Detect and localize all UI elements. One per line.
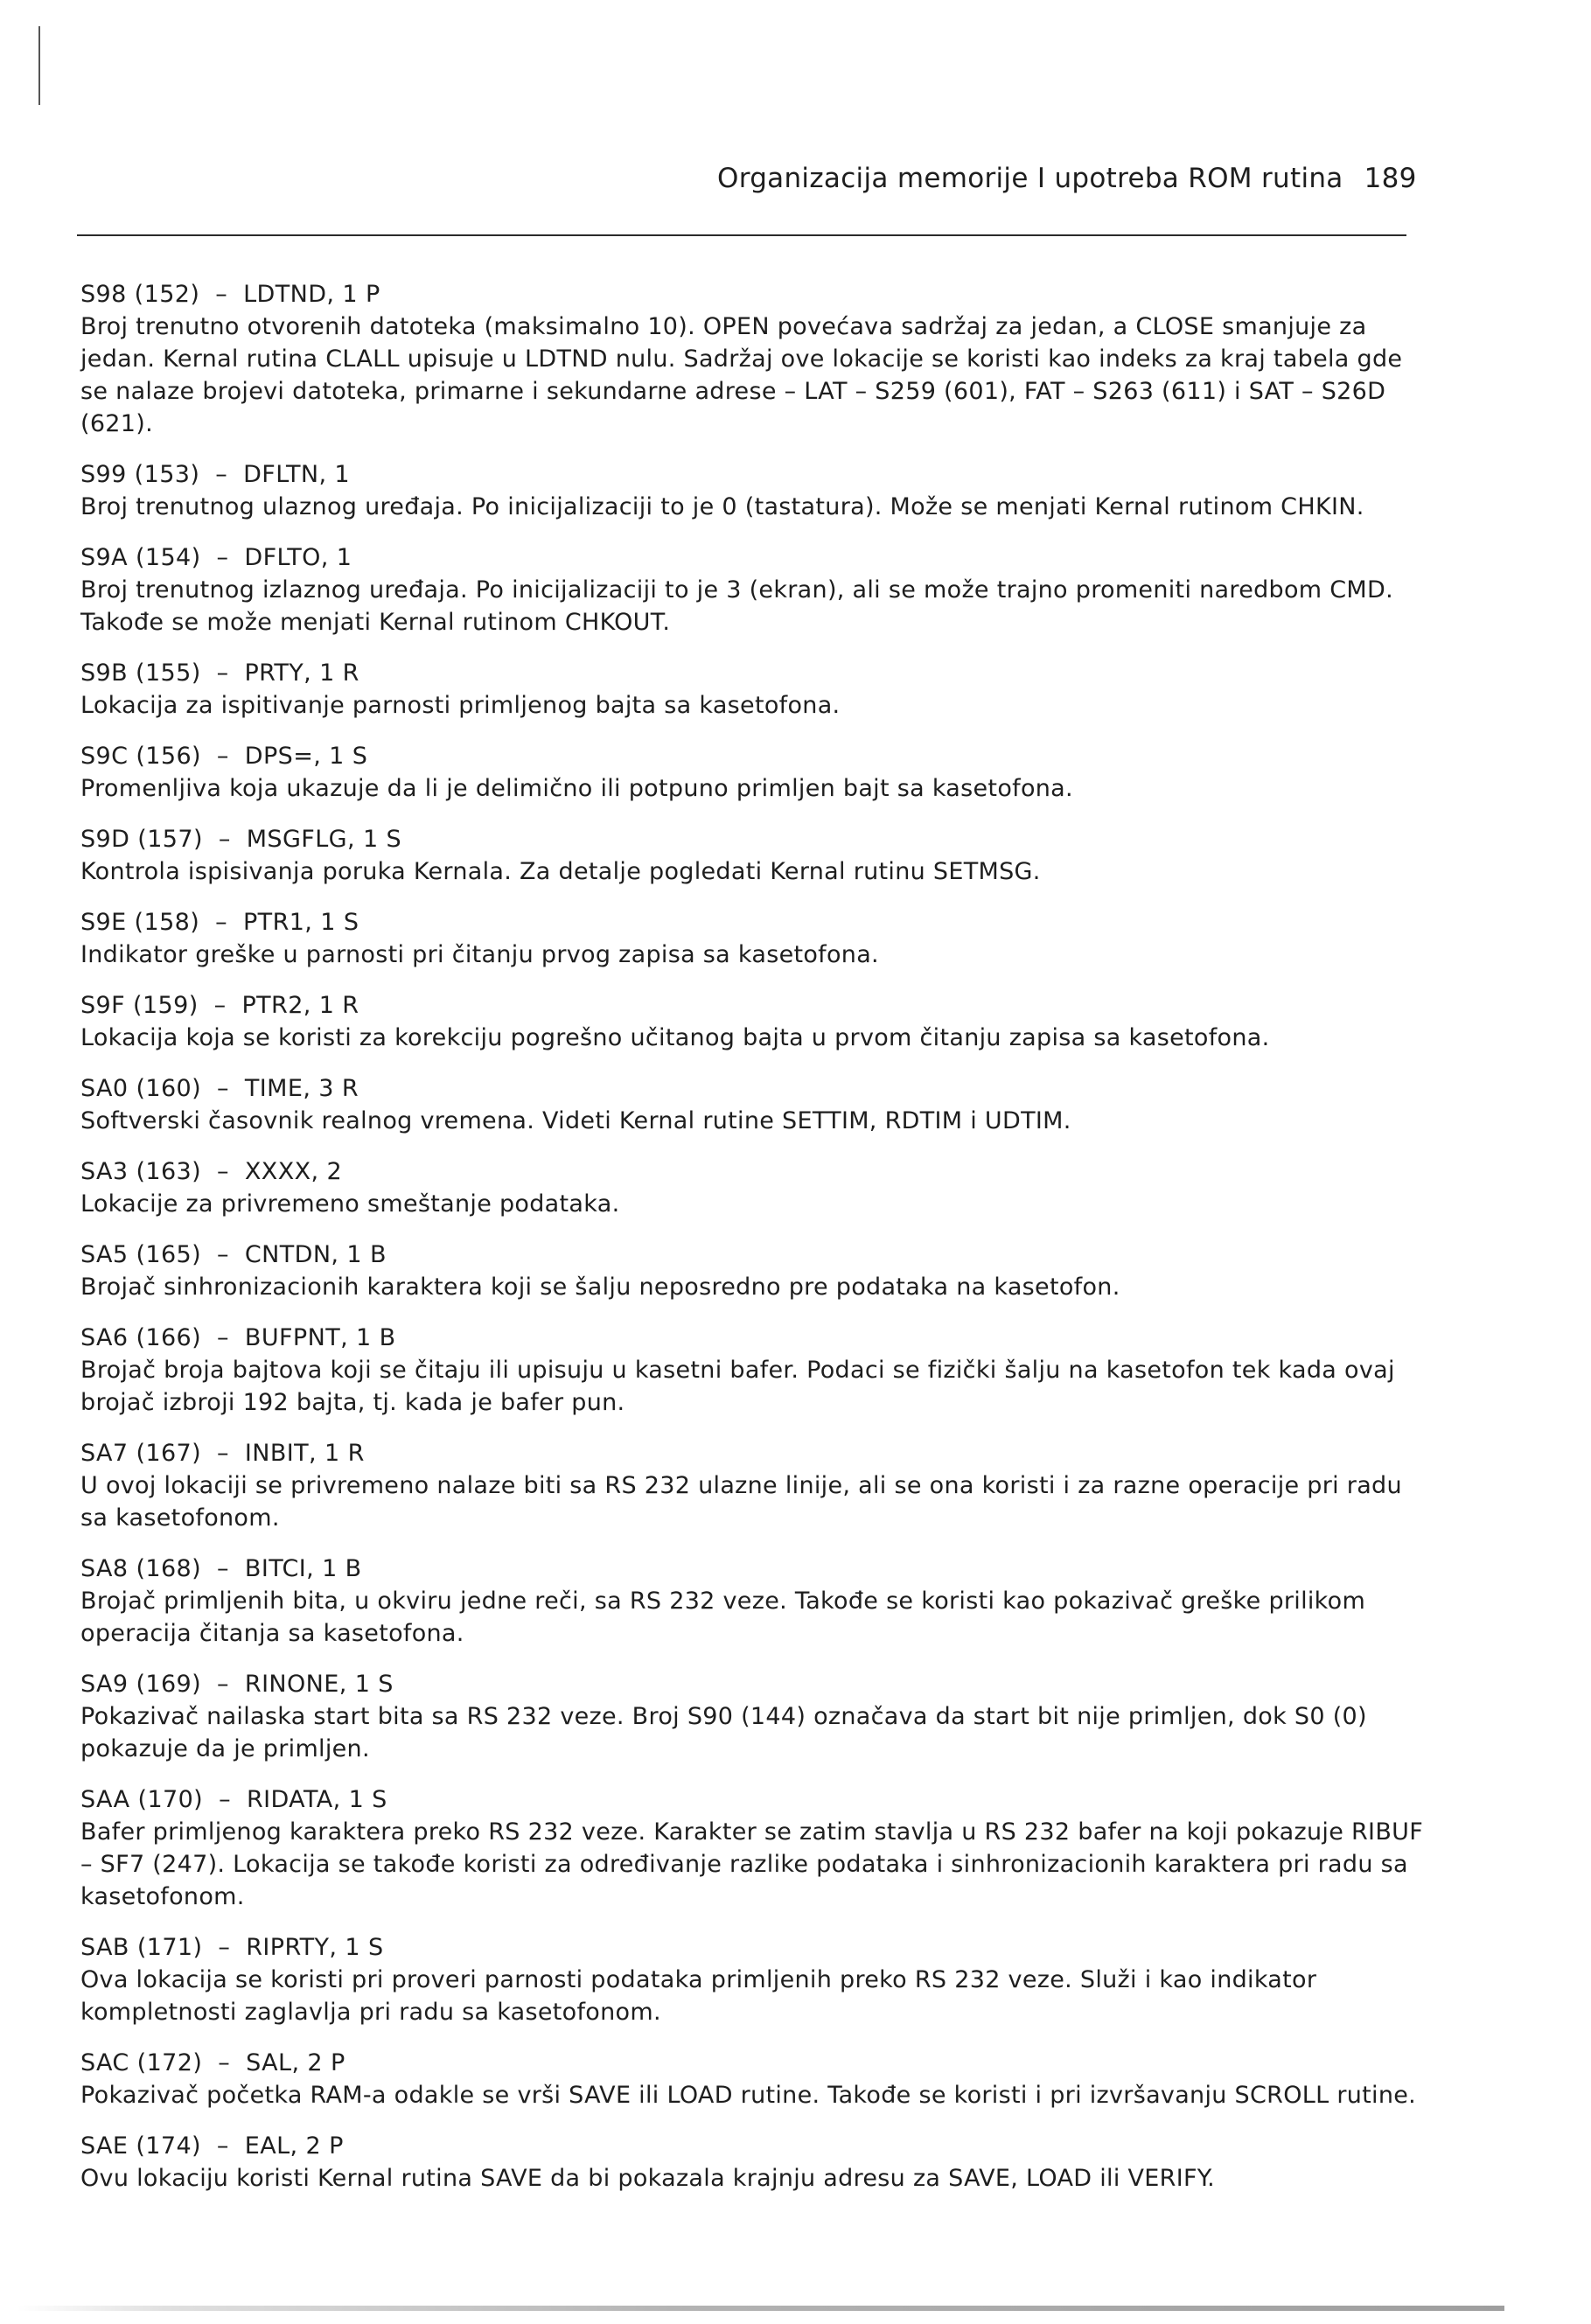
list-item — [80, 989, 1427, 1054]
list-item — [80, 657, 1427, 722]
list-item — [80, 1668, 1427, 1765]
entry-description: Pokazivač nailaska start bita sa RS 232 veze. Broj S90 (144) označava da start bit nije primljen, dok S0 (0) pokazuje da je primljen. — [80, 1703, 1367, 1762]
entry-description: Kontrola ispisivanja poruka Kernala. Za detalje pogledati Kernal rutinu SETMSG. — [80, 858, 1041, 885]
list-item — [80, 541, 1427, 639]
page-number: 189 — [1364, 163, 1417, 194]
list-item — [80, 2130, 1427, 2195]
margin-mark — [38, 26, 40, 105]
list-item — [80, 1437, 1427, 1534]
entry-description: Broj trenutnog izlaznog uređaja. Po inicijalizaciji to je 3 (ekran), ali se može trajno promeniti naredbom CMD. Takođe se može menjati Kernal rutinom CHKOUT. — [80, 576, 1394, 636]
entry-heading: S99 (153) – DFLTN, 1 — [80, 461, 350, 488]
header-rule — [77, 234, 1406, 236]
entry-heading: SA6 (166) – BUFPNT, 1 B — [80, 1324, 396, 1351]
list-item — [80, 278, 1427, 440]
entry-heading: SAB (171) – RIPRTY, 1 S — [80, 1934, 384, 1961]
entry-heading: S9E (158) – PTR1, 1 S — [80, 909, 359, 936]
entry-description: Indikator greške u parnosti pri čitanju prvog zapisa sa kasetofona. — [80, 941, 879, 968]
entry-heading: S98 (152) – LDTND, 1 P — [80, 281, 380, 308]
list-item — [80, 906, 1427, 971]
entry-heading: SA3 (163) – XXXX, 2 — [80, 1158, 343, 1185]
entry-heading: SA9 (169) – RINONE, 1 S — [80, 1671, 394, 1698]
entry-heading: S9B (155) – PRTY, 1 R — [80, 660, 359, 687]
header-title: Organizacija memorije I upotreba ROM rutina — [717, 163, 1343, 194]
entry-heading: SA7 (167) – INBIT, 1 R — [80, 1440, 365, 1467]
entry-description: U ovoj lokaciji se privremeno nalaze biti sa RS 232 ulazne linije, ali se ona koristi i za razne operacije pri radu sa kasetofonom. — [80, 1472, 1402, 1532]
running-header — [717, 163, 1417, 194]
entry-description: Broj trenutno otvorenih datoteka (maksimalno 10). OPEN povećava sadržaj za jedan, a CLOSE smanjuje za jedan. Kernal rutina CLALL upisuje u LDTND nulu. Sadržaj ove lokacije se koristi kao indeks za kraj tabela gde se nalaze brojevi datoteka, primarne i sekundarne adrese – LAT – S259 (601), FAT – S263 (611) i SAT – S26D (621). — [80, 313, 1403, 437]
entry-description: Ova lokacija se koristi pri proveri parnosti podataka primljenih preko RS 232 veze. Služi i kao indikator kompletnosti zaglavlja pri radu sa kasetofonom. — [80, 1966, 1317, 2026]
entry-description: Lokacija za ispitivanje parnosti primljenog bajta sa kasetofona. — [80, 692, 841, 719]
list-item — [80, 1239, 1427, 1303]
entry-description: Lokacija koja se koristi za korekciju pogrešno učitanog bajta u prvom čitanju zapisa sa kasetofona. — [80, 1024, 1270, 1051]
list-item — [80, 740, 1427, 805]
entry-description: Ovu lokaciju koristi Kernal rutina SAVE da bi pokazala krajnju adresu za SAVE, LOAD ili VERIFY. — [80, 2165, 1216, 2192]
footer-scan-rule — [17, 2306, 1504, 2311]
entry-description: Lokacije za privremeno smeštanje podataka. — [80, 1190, 620, 1218]
entry-description: Promenljiva koja ukazuje da li je delimično ili potpuno primljen bajt sa kasetofona. — [80, 775, 1073, 802]
entry-heading: S9C (156) – DPS=, 1 S — [80, 743, 368, 770]
entry-description: Brojač broja bajtova koji se čitaju ili upisuju u kasetni bafer. Podaci se fizički šalju na kasetofon tek kada ovaj brojač izbroji 192 bajta, tj. kada je bafer pun. — [80, 1357, 1395, 1416]
list-item — [80, 1072, 1427, 1137]
list-item — [80, 1783, 1427, 1913]
entry-description: Brojač primljenih bita, u okviru jedne reči, sa RS 232 veze. Takođe se koristi kao pokazivač greške prilikom operacija čitanja sa kasetofona. — [80, 1588, 1366, 1647]
list-item — [80, 1553, 1427, 1650]
entry-description: Broj trenutnog ulaznog uređaja. Po inicijalizaciji to je 0 (tastatura). Može se menjati Kernal rutinom CHKIN. — [80, 493, 1364, 520]
list-item — [80, 823, 1427, 888]
entry-description: Bafer primljenog karaktera preko RS 232 veze. Karakter se zatim stavlja u RS 232 bafer na koji pokazuje RIBUF – SF7 (247). Lokacija se takođe koristi za određivanje razlike podataka i sinhronizacionih karaktera pri radu sa kasetofonom. — [80, 1818, 1424, 1910]
entry-heading: SAE (174) – EAL, 2 P — [80, 2132, 344, 2160]
list-item — [80, 1931, 1427, 2028]
entry-heading: SA0 (160) – TIME, 3 R — [80, 1075, 359, 1102]
list-item — [80, 2047, 1427, 2111]
entry-heading: SA5 (165) – CNTDN, 1 B — [80, 1241, 387, 1268]
memory-location-list — [80, 278, 1427, 2213]
entry-description: Brojač sinhronizacionih karaktera koji se šalju neposredno pre podataka na kasetofon. — [80, 1274, 1120, 1301]
entry-heading: SAC (172) – SAL, 2 P — [80, 2049, 345, 2076]
list-item — [80, 458, 1427, 523]
entry-description: Pokazivač početka RAM-a odakle se vrši SAVE ili LOAD rutine. Takođe se koristi i pri izvršavanju SCROLL rutine. — [80, 2082, 1417, 2109]
entry-heading: S9F (159) – PTR2, 1 R — [80, 992, 359, 1019]
list-item — [80, 1155, 1427, 1220]
entry-heading: SA8 (168) – BITCI, 1 B — [80, 1555, 362, 1582]
list-item — [80, 1322, 1427, 1419]
entry-description: Softverski časovnik realnog vremena. Videti Kernal rutine SETTIM, RDTIM i UDTIM. — [80, 1107, 1071, 1134]
entry-heading: S9D (157) – MSGFLG, 1 S — [80, 826, 402, 853]
entry-heading: SAA (170) – RIDATA, 1 S — [80, 1786, 387, 1813]
entry-heading: S9A (154) – DFLTO, 1 — [80, 544, 352, 571]
